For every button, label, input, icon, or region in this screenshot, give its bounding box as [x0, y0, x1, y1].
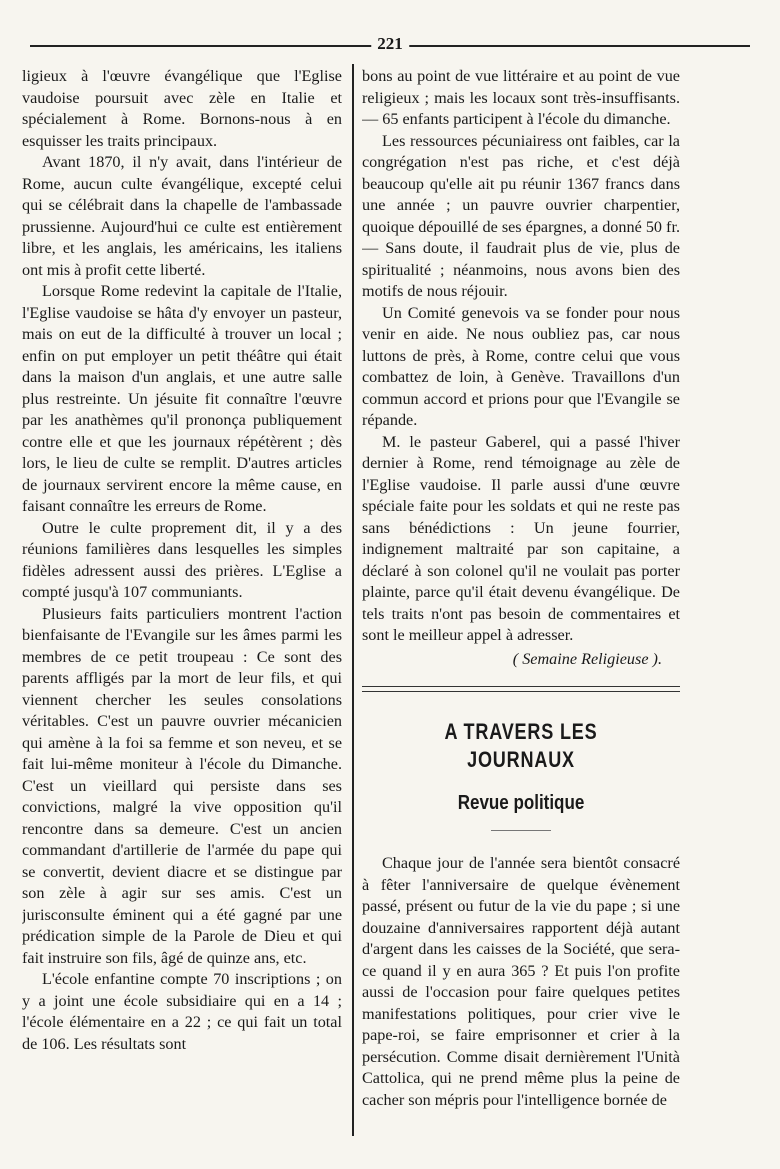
- page-number: 221: [371, 34, 409, 54]
- column-divider: [352, 64, 354, 1136]
- paragraph: Lorsque Rome redevint la capitale de l'Italie, l'Eglise vaudoise se hâta d'y envoyer un pasteur, mais on eut de la difficulté à trouver un local ; enfin on put employer un petit théâtre qui était dans la maison d'un anglais, et une autre salle plus restreinte. Un jésuite fit connaître l'œuvre par les anathèmes qu'il prononça publiquement contre elle et que les journaux répétèrent ; dès lors, le lieu de culte se remplit. D'autres articles de journaux servirent encore la même cause, en faisant connaître les erreurs de Rome.: [22, 282, 342, 515]
- source-signature: ( Semaine Religieuse ).: [512, 649, 662, 668]
- paragraph: M. le pasteur Gaberel, qui a passé l'hiver dernier à Rome, rend témoignage au zèle de l'Eglise vaudoise. Il parle aussi d'une œuvre spéciale faite pour les soldats et qui ne reste pas sans bénédictions : Un jeune fourrier, indignement maltraité par son capitaine, a déclaré à son colonel qu'il ne voulait pas porter plainte, parce qu'il était devenu évangélique. De tels traits n'ont pas besoin de commentaires et sont le meilleur appel à adresser.: [362, 432, 680, 644]
- paragraph: Plusieurs faits particuliers montrent l'action bienfaisante de l'Evangile sur les âmes parmi les membres de ce petit troupeau : Ce sont des parents affligés par la mort de leur fils, et qui viennent chercher les seules consolations véritables. C'est un pauvre ouvrier mécanicien qui amène à la foi sa femme et son neveu, et se fait lui-même moniteur à l'école du Dimanche. C'est un vieillard qui persiste dans ses convictions, malgré la vive opposition qu'il rencontre dans sa demeure. C'est un ancien commandant d'artillerie de l'armée du pape qui se convertit, devient diacre et se distingue par son zèle à agir sur ses amis. C'est un jurisconsulte éminent qui a été gagné par une prédication simple de la Parole de Dieu et qui fait instruire son fils, âgé de quinze ans, etc.: [22, 604, 342, 967]
- left-column: [22, 66, 342, 1146]
- paragraph: bons au point de vue littéraire et au point de vue religieux ; mais les locaux sont très-insuffisants. — 65 enfants participent à l'école du dimanche.: [362, 67, 680, 128]
- paragraph: Outre le culte proprement dit, il y a des réunions familières dans lesquelles les simples fidèles adressent aussi des prières. L'Eglise a compté jusqu'à 107 communiants.: [22, 518, 342, 601]
- paragraph: Les ressources pécuniairess ont faibles, car la congrégation n'est pas riche, et c'est déjà beaucoup qu'elle ait pu réunir 1367 francs dans une année ; un pauvre ouvrier charpentier, quoique dépouillé de ses épargnes, a donné 50 fr. — Sans doute, il faudrait plus de vie, plus de spiritualité ; néanmoins, nous avons bien des motifs de nous réjouir.: [362, 131, 680, 300]
- paragraph: Avant 1870, il n'y avait, dans l'intérieur de Rome, aucun culte évangélique, excepté celui qui se célébrait dans la chapelle de l'ambassade prussienne. Aujourd'hui ce culte est entièrement libre, et les anglais, les américains, les italiens ont mis à profit cette liberté.: [22, 153, 342, 279]
- subtitle-rule: [491, 830, 551, 831]
- right-column: [362, 66, 680, 1146]
- paragraph: Un Comité genevois va se fonder pour nous venir en aide. Ne nous oubliez pas, car nous luttons de près, à Rome, contre celui que vous combattez de loin, à Genève. Travaillons d'un commun accord et prions pour que l'Evangile se répande.: [362, 303, 680, 429]
- section-divider: [362, 686, 680, 692]
- paragraph: Chaque jour de l'année sera bientôt consacré à fêter l'anniversaire de quelque évènement passé, présent ou futur de la vie du pape ; si une douzaine d'anniversaires rapportent déjà autant d'argent dans les caisses de la Société, que sera-ce quand il y en aura 365 ? Et puis l'on profite aussi de l'occasion pour faire quelques petites manifestations politiques, pour crier vive le pape-roi, se faire emprisonner et crier à la persécution. Comme disait dernièrement l'Unità Cattolica, qui ne prend même plus la peine de cacher son mépris pour l'intelligence bornée de: [362, 854, 680, 1109]
- section-subtitle: Revue politique: [457, 792, 585, 814]
- section-title: A TRAVERS LES JOURNAUX: [444, 719, 598, 772]
- paragraph: L'école enfantine compte 70 inscriptions ; on y a joint une école subsidiaire qui en a 14 ; l'école élémentaire en a 22 ; ce qui fait un total de 106. Les résultats sont: [22, 970, 342, 1053]
- paragraph: ligieux à l'œuvre évangélique que l'Eglise vaudoise poursuit avec zèle en Italie et spécialement à Rome. Bornons-nous à en esquisser les traits principaux.: [22, 67, 342, 150]
- page-header: [30, 34, 750, 54]
